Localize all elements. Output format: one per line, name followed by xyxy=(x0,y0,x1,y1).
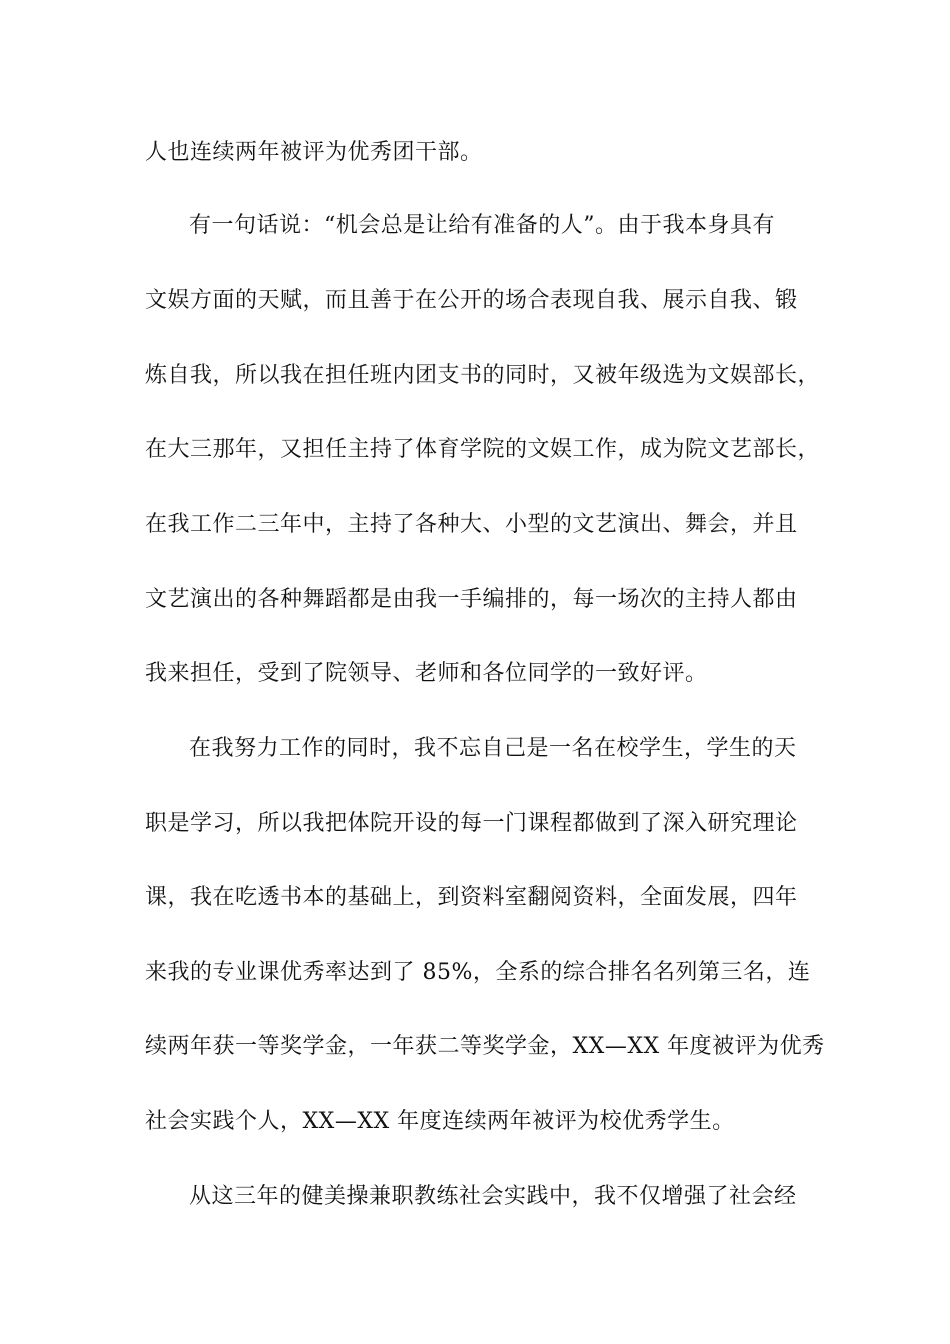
text-line: 续两年获一等奖学金，一年获二等奖学金，XX—XX 年度被评为优秀 xyxy=(145,1034,825,1059)
text-line: 文艺演出的各种舞蹈都是由我一手编排的，每一场次的主持人都由 xyxy=(145,587,798,612)
text-line: 职是学习，所以我把体院开设的每一门课程都做到了深入研究理论 xyxy=(145,811,798,836)
text-line: 在大三那年，又担任主持了体育学院的文娱工作，成为院文艺部长， xyxy=(145,437,821,462)
text-line: 社会实践个人，XX—XX 年度连续两年被评为校优秀学生。 xyxy=(145,1109,735,1134)
text-line: 文娱方面的天赋，而且善于在公开的场合表现自我、展示自我、锻 xyxy=(145,288,798,313)
text-line: 炼自我，所以我在担任班内团支书的同时，又被年级选为文娱部长， xyxy=(145,363,821,388)
text-line: 来我的专业课优秀率达到了 85%，全系的综合排名名列第三名，连 xyxy=(145,960,811,985)
text-line: 在我工作二三年中，主持了各种大、小型的文艺演出、舞会，并且 xyxy=(145,512,798,537)
paragraph-first-line: 在我努力工作的同时，我不忘自己是一名在校学生，学生的天 xyxy=(189,736,797,761)
text-line: 课，我在吃透书本的基础上，到资料室翻阅资料，全面发展，四年 xyxy=(145,885,798,910)
paragraph-first-line: 从这三年的健美操兼职教练社会实践中，我不仅增强了社会经 xyxy=(189,1184,797,1209)
text-line: 我来担任，受到了院领导、老师和各位同学的一致好评。 xyxy=(145,661,708,686)
text-line: 人也连续两年被评为优秀团干部。 xyxy=(145,140,483,165)
paragraph-first-line: 有一句话说：“机会总是让给有准备的人”。由于我本身具有 xyxy=(189,213,775,238)
